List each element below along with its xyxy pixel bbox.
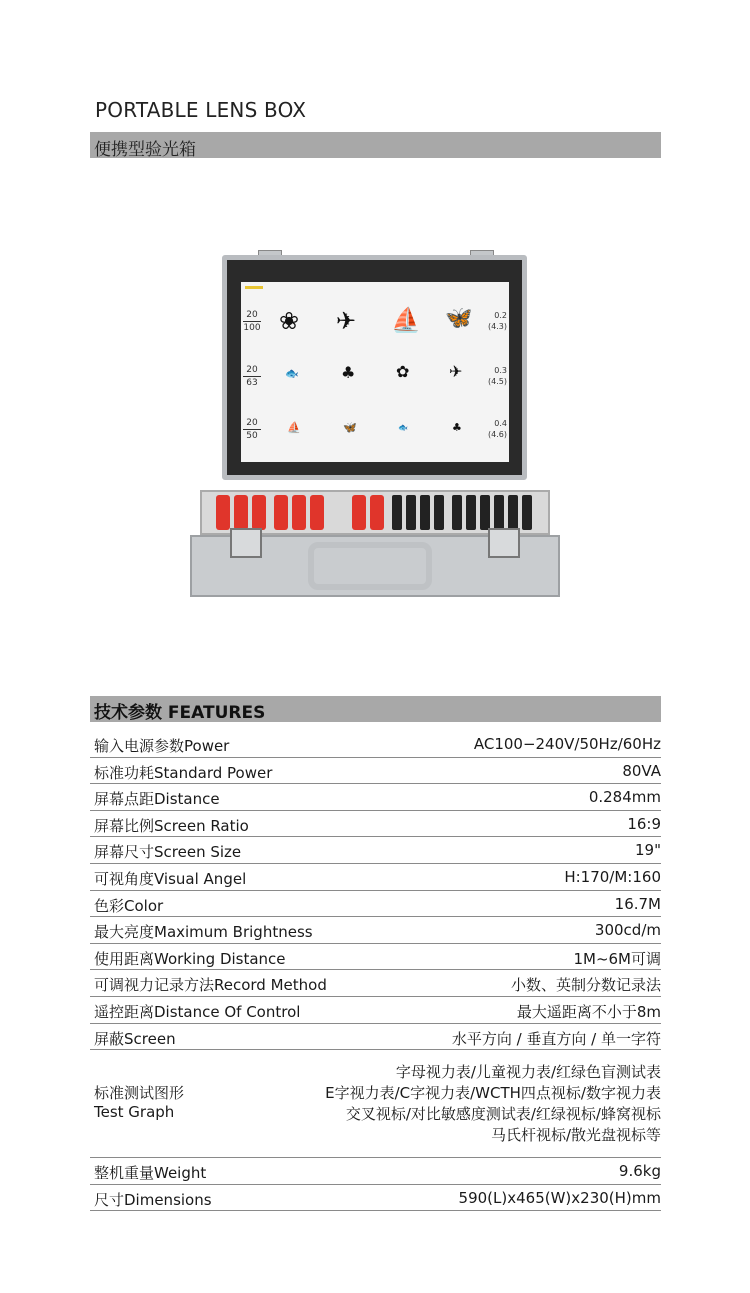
butterfly-icon: 🦋 bbox=[445, 306, 473, 331]
fraction-bottom: 50 bbox=[246, 431, 258, 441]
tree-icon: ♣ bbox=[341, 363, 356, 382]
decimal-label bbox=[488, 418, 507, 440]
decimal-value: 0.4 bbox=[494, 419, 507, 428]
test-graph-label-en: Test Graph bbox=[94, 1103, 175, 1122]
page-subtitle: 便携型验光箱 bbox=[94, 140, 196, 160]
table-row bbox=[90, 811, 661, 838]
decimal-value: 0.2 bbox=[494, 311, 507, 320]
decimal-label bbox=[488, 310, 507, 332]
case-latch-left bbox=[230, 528, 262, 558]
row-label: 使用距离Working Distance bbox=[94, 949, 286, 968]
flower-icon: ✿ bbox=[396, 362, 410, 381]
decimal-paren: (4.5) bbox=[488, 377, 507, 386]
row-value: 80VA bbox=[622, 761, 661, 780]
row-label: 屏幕点距Distance bbox=[94, 790, 220, 809]
fraction-label bbox=[243, 418, 261, 441]
fraction-bottom: 100 bbox=[243, 323, 261, 333]
fraction-label bbox=[243, 310, 261, 333]
test-graph-line: 字母视力表/儿童视力表/红绿色盲测试表 bbox=[395, 1063, 661, 1082]
row-value: AC100−240V/50Hz/60Hz bbox=[473, 735, 661, 753]
features-table bbox=[90, 731, 661, 1211]
row-label: 输入电源参数Power bbox=[94, 737, 230, 755]
test-graph-line: 交叉视标/对比敏感度测试表/红绿视标/蜂窝视标 bbox=[345, 1105, 661, 1124]
table-row bbox=[90, 997, 661, 1024]
case-lid bbox=[222, 255, 527, 480]
row-label: 屏蔽Screen bbox=[94, 1029, 176, 1048]
table-row bbox=[90, 1185, 661, 1212]
fraction-top: 20 bbox=[246, 365, 258, 375]
row-label: 尺寸Dimensions bbox=[94, 1190, 212, 1209]
row-value: H:170/M:160 bbox=[564, 867, 661, 886]
sailboat-icon: ⛵ bbox=[287, 421, 301, 434]
table-row bbox=[90, 731, 661, 758]
fish-icon: 🐟 bbox=[398, 423, 408, 432]
row-value bbox=[325, 1062, 661, 1146]
row-value: 1M~6M可调 bbox=[573, 949, 661, 968]
table-row bbox=[90, 864, 661, 891]
sailboat-icon: ⛵ bbox=[391, 306, 421, 334]
test-graph-label-cn: 标准测试图形 bbox=[94, 1084, 185, 1103]
airplane-icon: ✈ bbox=[336, 307, 357, 335]
test-graph-line: E字视力表/C字视力表/WCTH四点视标/数字视力表 bbox=[325, 1084, 661, 1103]
fraction-bottom: 63 bbox=[246, 378, 258, 388]
screen-indicator bbox=[245, 286, 263, 289]
test-graph-line: 马氏杆视标/散光盘视标等 bbox=[490, 1126, 661, 1145]
row-label: 遥控距离Distance Of Control bbox=[94, 1002, 301, 1021]
flower-icon: ❀ bbox=[279, 307, 300, 335]
table-row bbox=[90, 784, 661, 811]
row-label: 可视角度Visual Angel bbox=[94, 869, 247, 888]
row-label: 最大亮度Maximum Brightness bbox=[94, 923, 313, 942]
row-value: 9.6kg bbox=[618, 1162, 661, 1181]
table-row bbox=[90, 837, 661, 864]
row-value: 小数、英制分数记录法 bbox=[510, 976, 661, 995]
tree-icon: ♣ bbox=[452, 421, 462, 434]
row-value: 16:9 bbox=[627, 814, 661, 833]
row-value: 水平方向 / 垂直方向 / 单一字符 bbox=[451, 1029, 661, 1048]
row-label: 可调视力记录方法Record Method bbox=[94, 976, 327, 995]
row-label: 屏幕尺寸Screen Size bbox=[94, 843, 242, 862]
subtitle-bar bbox=[90, 132, 661, 158]
table-row bbox=[90, 944, 661, 971]
fraction-top: 20 bbox=[246, 310, 258, 320]
airplane-icon: ✈ bbox=[449, 362, 463, 381]
case-handle bbox=[308, 542, 432, 590]
butterfly-icon: 🦋 bbox=[343, 421, 357, 434]
table-row bbox=[90, 1158, 661, 1185]
table-row bbox=[90, 891, 661, 918]
table-row bbox=[90, 970, 661, 997]
row-value: 590(L)x465(W)x230(H)mm bbox=[458, 1188, 661, 1207]
row-value: 0.284mm bbox=[588, 788, 661, 807]
case-latch-right bbox=[488, 528, 520, 558]
row-label: 整机重量Weight bbox=[94, 1164, 207, 1183]
row-label bbox=[94, 1084, 184, 1122]
table-row-test-graph bbox=[90, 1050, 661, 1158]
decimal-label bbox=[488, 365, 507, 387]
lens-box-image bbox=[190, 250, 560, 600]
fraction-top: 20 bbox=[246, 418, 258, 428]
row-label: 色彩Color bbox=[94, 896, 164, 915]
row-value: 300cd/m bbox=[594, 921, 661, 940]
row-value: 16.7M bbox=[614, 894, 661, 913]
table-row bbox=[90, 1024, 661, 1051]
row-value: 19" bbox=[635, 841, 661, 860]
row-label: 标准功耗Standard Power bbox=[94, 763, 273, 782]
row-value: 最大遥距离不小于8m bbox=[516, 1002, 661, 1021]
page-title: PORTABLE LENS BOX bbox=[95, 98, 307, 122]
decimal-paren: (4.6) bbox=[488, 430, 507, 439]
row-label: 屏幕比例Screen Ratio bbox=[94, 816, 249, 835]
decimal-value: 0.3 bbox=[494, 366, 507, 375]
features-heading: 技术参数 FEATURES bbox=[94, 703, 266, 723]
table-row bbox=[90, 917, 661, 944]
vision-chart-screen bbox=[241, 282, 509, 462]
fraction-label bbox=[243, 365, 261, 388]
table-row bbox=[90, 758, 661, 785]
features-heading-bar bbox=[90, 696, 661, 722]
fish-icon: 🐟 bbox=[285, 367, 299, 380]
decimal-paren: (4.3) bbox=[488, 322, 507, 331]
